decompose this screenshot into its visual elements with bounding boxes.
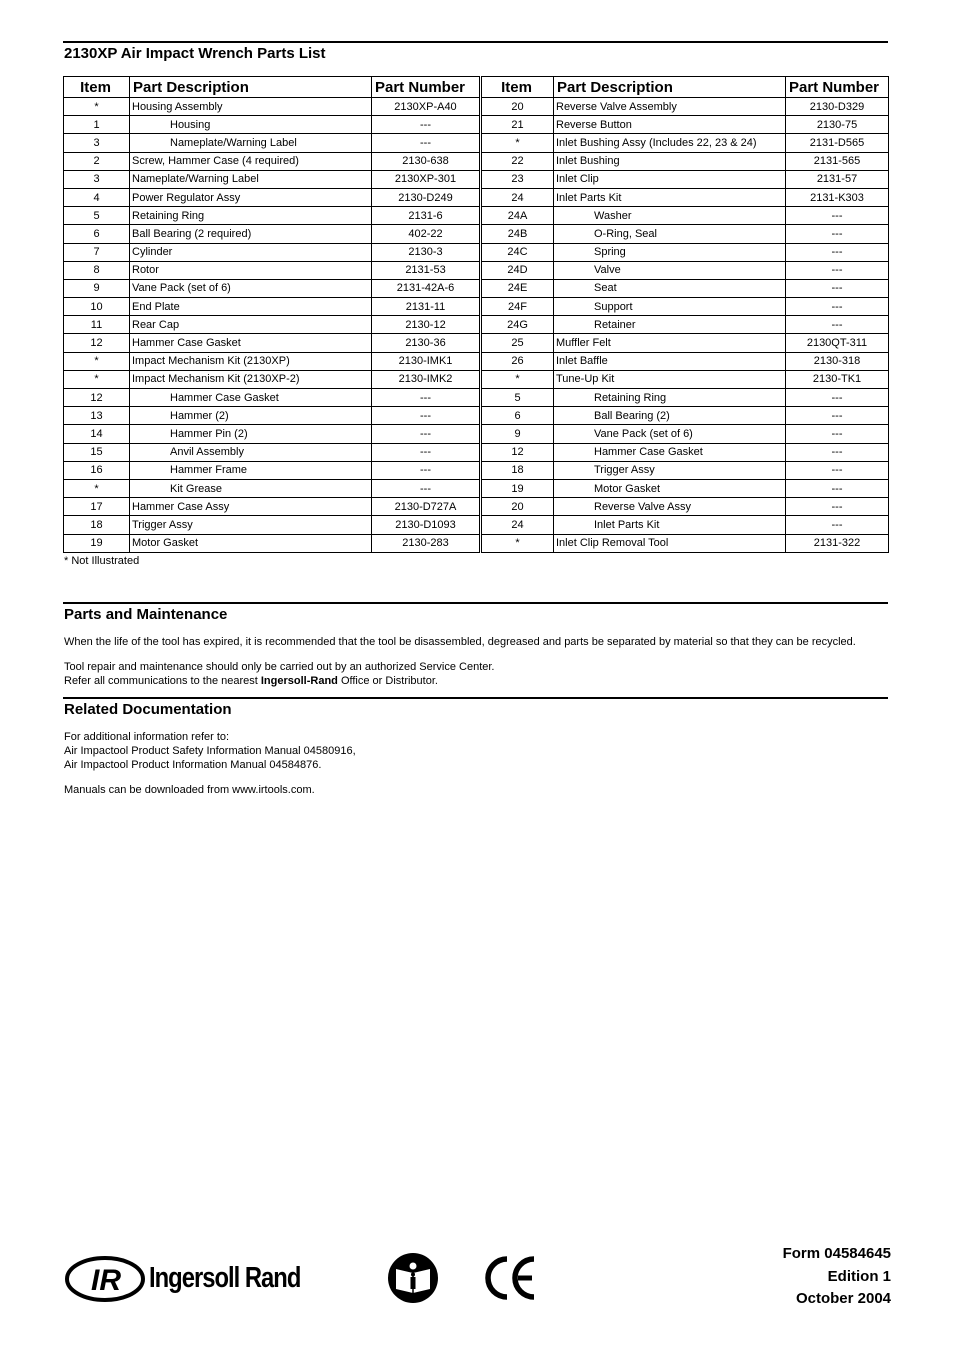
cell-part-number: 2130QT-311	[786, 334, 889, 352]
col-header-item: Item	[64, 77, 130, 98]
cell-description: Inlet Bushing Assy (Includes 22, 23 & 24)	[554, 134, 786, 152]
cell-part-number: 2130-36	[372, 334, 481, 352]
cell-part-number: 2130-638	[372, 152, 481, 170]
cell-description: Motor Gasket	[130, 534, 372, 552]
cell-description: Seat	[554, 279, 786, 297]
table-row	[64, 188, 889, 206]
cell-item: 16	[64, 461, 130, 479]
distributor-text-after: Office or Distributor.	[337, 675, 438, 687]
cell-item: 2	[64, 152, 130, 170]
table-row	[64, 407, 889, 425]
cell-item: 19	[64, 534, 130, 552]
cell-part-number: 2130XP-A40	[372, 98, 481, 116]
cell-item: 9	[64, 279, 130, 297]
cell-item: 12	[64, 334, 130, 352]
cell-item: *	[481, 370, 554, 388]
cell-item: 19	[481, 479, 554, 497]
cell-part-number: ---	[786, 298, 889, 316]
cell-description: Kit Grease	[130, 479, 372, 497]
cell-description: Reverse Button	[554, 116, 786, 134]
distributor-text-before: Refer all communications to the nearest	[64, 675, 261, 687]
table-row	[64, 461, 889, 479]
table-row	[64, 352, 889, 370]
manual-info-icon	[387, 1252, 439, 1304]
cell-item: 17	[64, 498, 130, 516]
cell-description: Cylinder	[130, 243, 372, 261]
table-footnote: * Not Illustrated	[64, 555, 140, 567]
table-row	[64, 116, 889, 134]
table-row	[64, 170, 889, 188]
related-doc-line: Air Impactool Product Safety Information Manual 04580916,	[64, 745, 356, 757]
table-row	[64, 516, 889, 534]
cell-item: 24B	[481, 225, 554, 243]
cell-part-number: 2130-D727A	[372, 498, 481, 516]
cell-description: Retainer	[554, 316, 786, 334]
cell-item: 15	[64, 443, 130, 461]
cell-part-number: 2130-IMK2	[372, 370, 481, 388]
cell-description: Inlet Bushing	[554, 152, 786, 170]
ir-mark-icon	[65, 1255, 145, 1303]
cell-part-number: 2130-D1093	[372, 516, 481, 534]
cell-description: Inlet Parts Kit	[554, 516, 786, 534]
cell-item: 8	[64, 261, 130, 279]
cell-description: Hammer Pin (2)	[130, 425, 372, 443]
col-header-description: Part Description	[554, 77, 786, 98]
cell-description: Screw, Hammer Case (4 required)	[130, 152, 372, 170]
table-row	[64, 134, 889, 152]
cell-part-number: ---	[786, 207, 889, 225]
cell-item: 5	[481, 389, 554, 407]
cell-description: Vane Pack (set of 6)	[554, 425, 786, 443]
cell-part-number: 2130-12	[372, 316, 481, 334]
cell-part-number: 2130-IMK1	[372, 352, 481, 370]
table-row	[64, 243, 889, 261]
table-row	[64, 370, 889, 388]
cell-description: Trigger Assy	[554, 461, 786, 479]
cell-part-number: 2131-K303	[786, 188, 889, 206]
cell-item: 24	[481, 516, 554, 534]
cell-part-number: 2130-283	[372, 534, 481, 552]
cell-description: Hammer Case Assy	[130, 498, 372, 516]
svg-text:IR: IR	[91, 1264, 121, 1297]
recycle-paragraph: When the life of the tool has expired, it is recommended that the tool be disassembled, degreased and parts be separated by material so that they can be recycled.	[64, 636, 856, 648]
cell-item: 20	[481, 498, 554, 516]
cell-item: 24A	[481, 207, 554, 225]
cell-part-number: ---	[372, 425, 481, 443]
cell-item: 23	[481, 170, 554, 188]
cell-part-number: 2131-11	[372, 298, 481, 316]
cell-description: Hammer (2)	[130, 407, 372, 425]
table-row	[64, 443, 889, 461]
related-doc-line: Manuals can be downloaded from www.irtools.com.	[64, 784, 315, 796]
cell-part-number: ---	[786, 389, 889, 407]
cell-part-number: 2131-57	[786, 170, 889, 188]
cell-description: Hammer Case Gasket	[130, 334, 372, 352]
cell-item: 5	[64, 207, 130, 225]
cell-part-number: ---	[786, 225, 889, 243]
cell-part-number: 2131-322	[786, 534, 889, 552]
table-header-row	[64, 77, 889, 98]
cell-description: Tune-Up Kit	[554, 370, 786, 388]
edition: Edition 1	[827, 1267, 891, 1285]
cell-description: Housing	[130, 116, 372, 134]
cell-item: 24G	[481, 316, 554, 334]
cell-description: Impact Mechanism Kit (2130XP)	[130, 352, 372, 370]
cell-description: Motor Gasket	[554, 479, 786, 497]
cell-item: 24C	[481, 243, 554, 261]
cell-part-number: ---	[786, 443, 889, 461]
cell-description: Washer	[554, 207, 786, 225]
cell-item: 21	[481, 116, 554, 134]
cell-part-number: ---	[786, 461, 889, 479]
cell-part-number: 2130XP-301	[372, 170, 481, 188]
publication-date: October 2004	[795, 1290, 891, 1307]
cell-item: 14	[64, 425, 130, 443]
cell-description: Inlet Parts Kit	[554, 188, 786, 206]
form-number: Form 04584645	[782, 1245, 891, 1262]
cell-item: 24F	[481, 298, 554, 316]
table-row	[64, 498, 889, 516]
cell-description: Trigger Assy	[130, 516, 372, 534]
cell-description: Nameplate/Warning Label	[130, 170, 372, 188]
cell-description: Ball Bearing (2 required)	[130, 225, 372, 243]
table-row	[64, 389, 889, 407]
cell-part-number: 2130-TK1	[786, 370, 889, 388]
parts-maintenance-title: Parts and Maintenance	[64, 606, 228, 623]
related-doc-line: Air Impactool Product Information Manual 04584876.	[64, 759, 322, 771]
cell-item: 26	[481, 352, 554, 370]
cell-item: *	[64, 479, 130, 497]
related-doc-line: For additional information refer to:	[64, 731, 230, 743]
cell-part-number: 2131-42A-6	[372, 279, 481, 297]
cell-description: Muffler Felt	[554, 334, 786, 352]
service-line: Tool repair and maintenance should only be carried out by an authorized Service Center.	[64, 661, 495, 673]
cell-part-number: ---	[372, 479, 481, 497]
cell-description: Anvil Assembly	[130, 443, 372, 461]
cell-description: Inlet Baffle	[554, 352, 786, 370]
cell-part-number: ---	[786, 243, 889, 261]
table-row	[64, 298, 889, 316]
col-header-part-number: Part Number	[372, 77, 481, 98]
ingersoll-rand-wordmark: Ingersoll Rand	[149, 1262, 301, 1294]
cell-description: Inlet Clip Removal Tool	[554, 534, 786, 552]
cell-item: 6	[481, 407, 554, 425]
cell-item: 24	[481, 188, 554, 206]
cell-part-number: ---	[372, 461, 481, 479]
cell-part-number: 2130-3	[372, 243, 481, 261]
cell-part-number: ---	[786, 425, 889, 443]
cell-item: 12	[481, 443, 554, 461]
service-paragraph	[64, 660, 494, 688]
cell-part-number: 2130-D329	[786, 98, 889, 116]
table-row	[64, 316, 889, 334]
cell-description: Nameplate/Warning Label	[130, 134, 372, 152]
cell-item: 18	[64, 516, 130, 534]
doc-title: 2130XP Air Impact Wrench Parts List	[64, 45, 326, 62]
cell-item: *	[64, 98, 130, 116]
table-row	[64, 207, 889, 225]
cell-part-number: ---	[372, 389, 481, 407]
cell-item: 24E	[481, 279, 554, 297]
cell-description: Vane Pack (set of 6)	[130, 279, 372, 297]
cell-item: 25	[481, 334, 554, 352]
cell-description: Support	[554, 298, 786, 316]
cell-description: End Plate	[130, 298, 372, 316]
cell-part-number: 2130-D249	[372, 188, 481, 206]
cell-item: 7	[64, 243, 130, 261]
ce-mark-icon	[483, 1256, 537, 1300]
cell-part-number: ---	[372, 407, 481, 425]
distributor-line	[64, 674, 494, 688]
cell-description: Rear Cap	[130, 316, 372, 334]
table-row	[64, 479, 889, 497]
cell-part-number: ---	[786, 279, 889, 297]
cell-part-number: ---	[372, 134, 481, 152]
cell-description: Reverse Valve Assembly	[554, 98, 786, 116]
cell-part-number: ---	[372, 116, 481, 134]
cell-item: 22	[481, 152, 554, 170]
cell-part-number: ---	[786, 407, 889, 425]
cell-part-number: ---	[786, 516, 889, 534]
brand-name: Ingersoll-Rand	[260, 675, 338, 687]
cell-item: 12	[64, 389, 130, 407]
cell-description: Hammer Case Gasket	[554, 443, 786, 461]
cell-item: 20	[481, 98, 554, 116]
cell-description: Housing Assembly	[130, 98, 372, 116]
cell-description: Power Regulator Assy	[130, 188, 372, 206]
cell-description: Spring	[554, 243, 786, 261]
cell-description: Ball Bearing (2)	[554, 407, 786, 425]
section-rule	[63, 697, 888, 699]
col-header-item: Item	[481, 77, 554, 98]
cell-part-number: 2131-D565	[786, 134, 889, 152]
table-row	[64, 334, 889, 352]
form-info	[783, 1243, 891, 1311]
col-header-description: Part Description	[130, 77, 372, 98]
cell-description: Impact Mechanism Kit (2130XP-2)	[130, 370, 372, 388]
section-rule	[63, 602, 888, 604]
cell-item: 9	[481, 425, 554, 443]
cell-part-number: ---	[786, 479, 889, 497]
table-row	[64, 279, 889, 297]
cell-item: 3	[64, 134, 130, 152]
related-docs-list	[64, 730, 356, 797]
cell-item: *	[64, 352, 130, 370]
cell-description: Hammer Case Gasket	[130, 389, 372, 407]
cell-part-number: ---	[786, 498, 889, 516]
cell-description: Inlet Clip	[554, 170, 786, 188]
table-row	[64, 225, 889, 243]
cell-item: *	[481, 134, 554, 152]
cell-item: *	[481, 534, 554, 552]
cell-part-number: 2130-75	[786, 116, 889, 134]
cell-part-number: 2130-318	[786, 352, 889, 370]
top-rule	[63, 41, 888, 43]
cell-part-number: 2131-565	[786, 152, 889, 170]
cell-item: *	[64, 370, 130, 388]
parts-table	[63, 76, 889, 553]
cell-part-number: 2131-6	[372, 207, 481, 225]
table-row	[64, 152, 889, 170]
cell-item: 11	[64, 316, 130, 334]
col-header-part-number: Part Number	[786, 77, 889, 98]
table-row	[64, 534, 889, 552]
cell-item: 13	[64, 407, 130, 425]
cell-item: 1	[64, 116, 130, 134]
cell-item: 24D	[481, 261, 554, 279]
cell-description: Valve	[554, 261, 786, 279]
table-row	[64, 261, 889, 279]
cell-item: 3	[64, 170, 130, 188]
cell-part-number: 2131-53	[372, 261, 481, 279]
cell-part-number: ---	[372, 443, 481, 461]
cell-part-number: ---	[786, 316, 889, 334]
cell-description: Rotor	[130, 261, 372, 279]
related-docs-title: Related Documentation	[64, 701, 232, 718]
cell-description: Hammer Frame	[130, 461, 372, 479]
cell-description: Retaining Ring	[554, 389, 786, 407]
ingersoll-rand-logo	[65, 1255, 340, 1303]
cell-item: 6	[64, 225, 130, 243]
table-row	[64, 98, 889, 116]
cell-part-number: 402-22	[372, 225, 481, 243]
cell-item: 18	[481, 461, 554, 479]
cell-description: Retaining Ring	[130, 207, 372, 225]
cell-item: 10	[64, 298, 130, 316]
cell-description: O-Ring, Seal	[554, 225, 786, 243]
cell-part-number: ---	[786, 261, 889, 279]
table-row	[64, 425, 889, 443]
cell-item: 4	[64, 188, 130, 206]
cell-description: Reverse Valve Assy	[554, 498, 786, 516]
